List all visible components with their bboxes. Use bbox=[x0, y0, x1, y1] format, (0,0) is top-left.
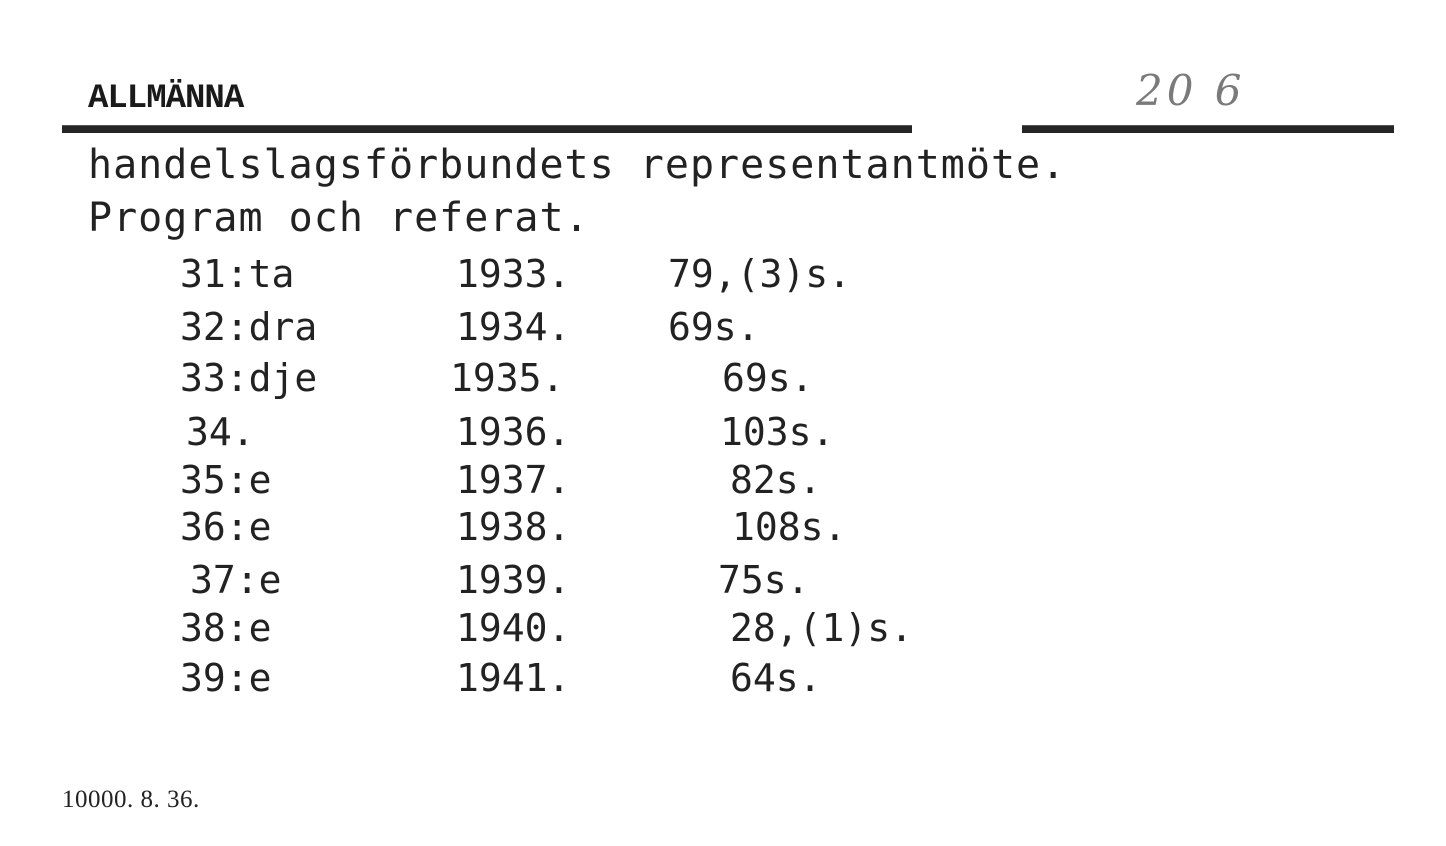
holding-pages: 103s. bbox=[720, 410, 835, 454]
holding-year: 1940. bbox=[456, 606, 571, 650]
print-run-note: 10000. 8. 36. bbox=[62, 786, 200, 813]
title-line: handelslagsförbundets representantmöte. bbox=[88, 142, 1067, 188]
holding-pages: 69s. bbox=[668, 305, 760, 349]
holding-year: 1936. bbox=[456, 410, 571, 454]
holding-year: 1939. bbox=[456, 558, 571, 602]
holding-pages: 28,(1)s. bbox=[730, 606, 914, 650]
holding-volume: 36:e bbox=[180, 505, 272, 549]
holding-volume: 31:ta bbox=[180, 252, 295, 296]
title-line: Program och referat. bbox=[88, 195, 590, 241]
holding-volume: 38:e bbox=[180, 606, 272, 650]
holding-pages: 69s. bbox=[722, 356, 814, 400]
holding-pages: 82s. bbox=[730, 458, 822, 502]
holding-volume: 39:e bbox=[180, 656, 272, 700]
holding-year: 1938. bbox=[456, 505, 571, 549]
card-heading: ALLMÄNNA bbox=[88, 80, 244, 118]
holding-pages: 79,(3)s. bbox=[668, 252, 852, 296]
holding-year: 1935. bbox=[450, 356, 565, 400]
holding-year: 1933. bbox=[456, 252, 571, 296]
holding-volume: 35:e bbox=[180, 458, 272, 502]
holding-volume: 37:e bbox=[190, 558, 282, 602]
holding-pages: 64s. bbox=[730, 656, 822, 700]
handwritten-shelf-mark: 20 6 bbox=[1136, 66, 1246, 115]
heading-rule-right bbox=[1022, 125, 1394, 133]
holding-year: 1941. bbox=[456, 656, 571, 700]
holding-volume: 34. bbox=[186, 410, 255, 454]
holding-pages: 108s. bbox=[732, 505, 847, 549]
holding-year: 1937. bbox=[456, 458, 571, 502]
holding-volume: 33:dje bbox=[180, 356, 318, 400]
holding-pages: 75s. bbox=[718, 558, 810, 602]
holding-volume: 32:dra bbox=[180, 305, 318, 349]
heading-rule-left bbox=[62, 125, 912, 133]
holding-year: 1934. bbox=[456, 305, 571, 349]
